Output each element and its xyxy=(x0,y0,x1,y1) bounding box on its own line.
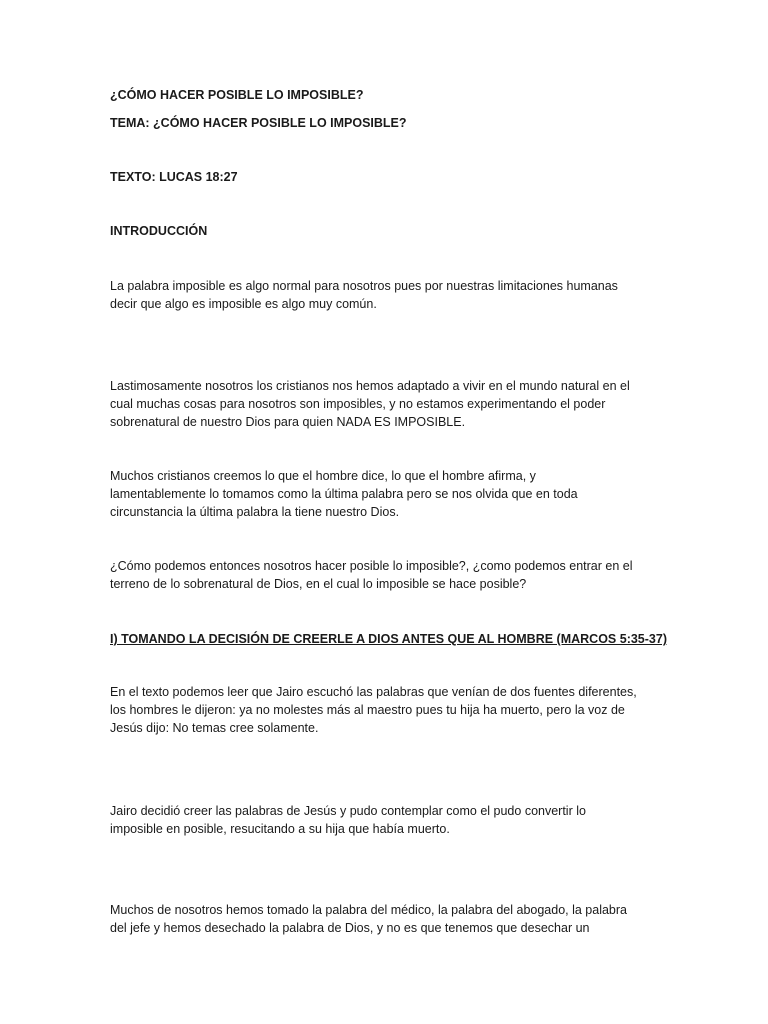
paragraph-3 xyxy=(110,467,655,521)
paragraph-4-line-1: ¿Cómo podemos entonces nosotros hacer posible lo imposible?, ¿como podemos entrar en el xyxy=(110,559,633,573)
paragraph-7-line-2: del jefe y hemos desechado la palabra de Dios, y no es que tenemos que desechar un xyxy=(110,921,590,935)
tema-line: TEMA: ¿CÓMO HACER POSIBLE LO IMPOSIBLE? xyxy=(110,116,407,130)
paragraph-5-line-1: En el texto podemos leer que Jairo escuchó las palabras que venían de dos fuentes diferentes, xyxy=(110,685,637,699)
paragraph-6-line-2: imposible en posible, resucitando a su hija que había muerto. xyxy=(110,822,450,836)
paragraph-7-line-1: Muchos de nosotros hemos tomado la palabra del médico, la palabra del abogado, la palabra xyxy=(110,903,627,917)
paragraph-2 xyxy=(110,377,655,431)
paragraph-6 xyxy=(110,802,655,838)
paragraph-6-line-1: Jairo decidió creer las palabras de Jesús y pudo contemplar como el pudo convertir lo xyxy=(110,804,586,818)
paragraph-2-line-2: cual muchas cosas para nosotros son imposibles, y no estamos experimentando el poder xyxy=(110,397,606,411)
paragraph-4 xyxy=(110,557,655,593)
introduccion-heading: INTRODUCCIÓN xyxy=(110,224,208,238)
paragraph-5-line-3: Jesús dijo: No temas cree solamente. xyxy=(110,721,319,735)
texto-line: TEXTO: LUCAS 18:27 xyxy=(110,170,238,184)
paragraph-1-line-1: La palabra imposible es algo normal para nosotros pues por nuestras limitaciones humanas xyxy=(110,279,618,293)
paragraph-3-line-2: lamentablemente lo tomamos como la última palabra pero se nos olvida que en toda xyxy=(110,487,578,501)
paragraph-4-line-2: terreno de lo sobrenatural de Dios, en el cual lo imposible se hace posible? xyxy=(110,577,527,591)
paragraph-5 xyxy=(110,683,655,737)
paragraph-5-line-2: los hombres le dijeron: ya no molestes más al maestro pues tu hija ha muerto, pero la voz de xyxy=(110,703,625,717)
document-title: ¿CÓMO HACER POSIBLE LO IMPOSIBLE? xyxy=(110,88,364,102)
paragraph-2-line-3: sobrenatural de nuestro Dios para quien NADA ES IMPOSIBLE. xyxy=(110,415,466,429)
paragraph-7 xyxy=(110,901,655,937)
paragraph-3-line-3: circunstancia la última palabra la tiene nuestro Dios. xyxy=(110,505,400,519)
paragraph-3-line-1: Muchos cristianos creemos lo que el hombre dice, lo que el hombre afirma, y xyxy=(110,469,536,483)
paragraph-1-line-2: decir que algo es imposible es algo muy común. xyxy=(110,297,377,311)
paragraph-2-line-1: Lastimosamente nosotros los cristianos nos hemos adaptado a vivir en el mundo natural en el xyxy=(110,379,630,393)
paragraph-1 xyxy=(110,277,655,313)
section-1-heading: I) TOMANDO LA DECISIÓN DE CREERLE A DIOS ANTES QUE AL HOMBRE (MARCOS 5:35-37) xyxy=(110,632,667,646)
